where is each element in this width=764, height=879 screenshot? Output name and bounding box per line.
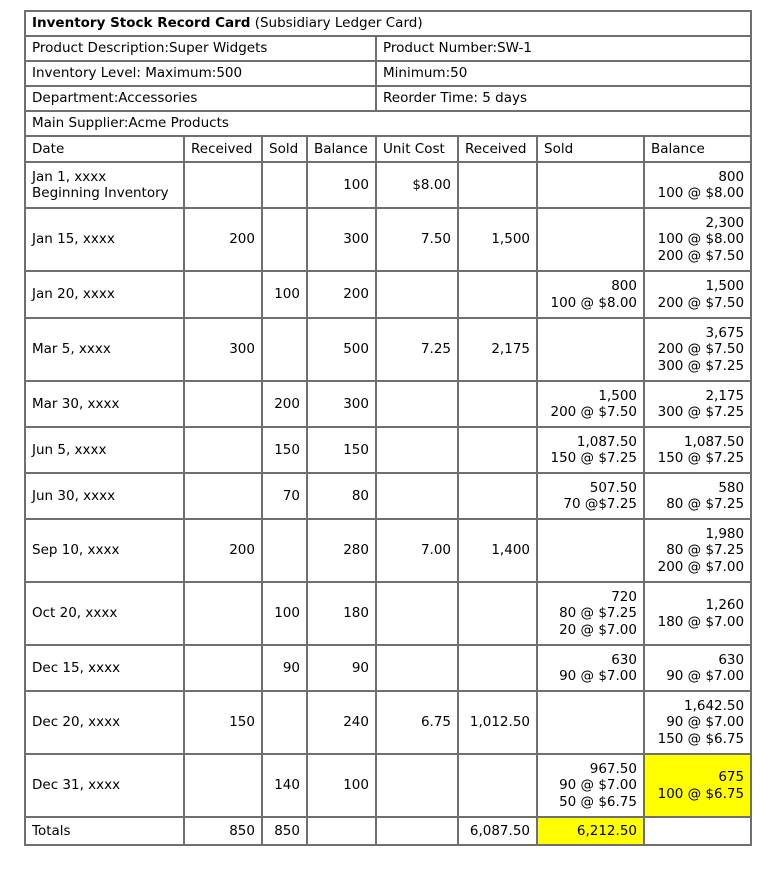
card-subtitle: (Subsidiary Ledger Card) bbox=[254, 15, 423, 32]
balance-cost-cell bbox=[644, 427, 751, 473]
sold-cost-cell bbox=[537, 271, 644, 318]
balance-cost-cell bbox=[644, 162, 751, 208]
totals-row bbox=[25, 817, 751, 845]
column-header-balance-qty: Balance bbox=[307, 136, 376, 162]
balance-cost-cell bbox=[644, 582, 751, 645]
sold-qty-cell bbox=[262, 162, 307, 208]
sold-cost-cell-line: 90 @ $7.00 bbox=[559, 777, 637, 794]
sold-cost-cell bbox=[537, 427, 644, 473]
balance-cost-cell-line: 630 bbox=[718, 651, 745, 668]
balance-cost-cell-line: 200 @ $7.50 bbox=[657, 247, 745, 264]
sold-qty-cell: 200 bbox=[262, 381, 307, 427]
sold-cost-cell bbox=[537, 473, 644, 519]
unit-cost-cell bbox=[376, 381, 458, 427]
sold-cost-cell-line: 720 bbox=[611, 588, 637, 605]
balance-cost-cell bbox=[644, 208, 751, 271]
received-cost-cell bbox=[458, 381, 537, 427]
balance-qty-cell: 100 bbox=[307, 754, 376, 817]
balance-cost-cell-line: 675 bbox=[718, 769, 745, 785]
balance-cost-cell-line: 80 @ $7.25 bbox=[666, 496, 745, 512]
sold-cost-cell bbox=[537, 162, 644, 208]
balance-cost-cell-line: 1,260 bbox=[705, 597, 745, 613]
date-cell bbox=[25, 691, 184, 754]
balance-cost-cell-line: 200 @ $7.00 bbox=[657, 558, 745, 575]
sold-cost-cell bbox=[537, 519, 644, 582]
sold-qty-cell bbox=[262, 691, 307, 754]
totals-received-cost: 6,087.50 bbox=[458, 817, 537, 845]
inventory-stock-record-card bbox=[24, 10, 750, 846]
unit-cost-cell bbox=[376, 582, 458, 645]
sold-cost-cell-line: 20 @ $7.00 bbox=[559, 621, 637, 638]
sold-cost-cell-line: 90 @ $7.00 bbox=[559, 668, 637, 684]
table-row bbox=[25, 271, 751, 318]
balance-cost-cell-line: 90 @ $7.00 bbox=[666, 714, 745, 731]
sold-cost-cell-line: 50 @ $6.75 bbox=[559, 793, 637, 810]
column-header-row bbox=[25, 136, 751, 162]
date-cell-line: Dec 31, xxxx bbox=[32, 777, 121, 794]
balance-qty-cell: 150 bbox=[307, 427, 376, 473]
received-qty-cell bbox=[184, 381, 262, 427]
unit-cost-cell: $8.00 bbox=[376, 162, 458, 208]
received-qty-cell: 200 bbox=[184, 519, 262, 582]
sold-cost-cell-line: 800 bbox=[611, 278, 637, 294]
date-cell-line: Beginning Inventory bbox=[32, 185, 169, 201]
balance-cost-cell-line: 1,642.50 bbox=[683, 697, 745, 714]
balance-cost-cell bbox=[644, 381, 751, 427]
product-number: Product Number:SW-1 bbox=[376, 36, 751, 61]
sold-cost-cell-line: 70 @$7.25 bbox=[563, 496, 637, 512]
balance-cost-cell-line: 100 @ $8.00 bbox=[657, 231, 745, 248]
inventory-level: Inventory Level: Maximum:500 bbox=[25, 61, 376, 86]
product-description: Product Description:Super Widgets bbox=[25, 36, 376, 61]
sold-cost-cell-line: 150 @ $7.25 bbox=[550, 450, 637, 466]
balance-cost-cell-line: 300 @ $7.25 bbox=[657, 357, 745, 374]
date-cell bbox=[25, 645, 184, 691]
received-cost-cell bbox=[458, 645, 537, 691]
column-header-sold-cost: Sold bbox=[537, 136, 644, 162]
balance-cost-cell-line: 300 @ $7.25 bbox=[657, 404, 745, 420]
sold-qty-cell: 100 bbox=[262, 271, 307, 318]
received-cost-cell: 2,175 bbox=[458, 318, 537, 381]
balance-cost-cell-line: 2,175 bbox=[705, 387, 745, 404]
unit-cost-cell bbox=[376, 645, 458, 691]
received-qty-cell bbox=[184, 473, 262, 519]
sold-cost-cell-line: 967.50 bbox=[589, 760, 637, 777]
received-qty-cell bbox=[184, 645, 262, 691]
received-cost-cell: 1,500 bbox=[458, 208, 537, 271]
received-cost-cell: 1,400 bbox=[458, 519, 537, 582]
column-header-received-qty: Received bbox=[184, 136, 262, 162]
date-cell-line: Mar 30, xxxx bbox=[32, 395, 120, 412]
unit-cost-cell bbox=[376, 427, 458, 473]
department: Department:Accessories bbox=[25, 86, 376, 111]
received-qty-cell bbox=[184, 162, 262, 208]
balance-cost-cell-line: 90 @ $7.00 bbox=[666, 668, 745, 684]
date-cell bbox=[25, 271, 184, 318]
sold-cost-cell bbox=[537, 582, 644, 645]
table-row bbox=[25, 645, 751, 691]
balance-cost-cell bbox=[644, 318, 751, 381]
balance-qty-cell: 90 bbox=[307, 645, 376, 691]
date-cell bbox=[25, 208, 184, 271]
received-cost-cell bbox=[458, 473, 537, 519]
balance-cost-cell-line: 100 @ $6.75 bbox=[657, 785, 745, 802]
sold-qty-cell bbox=[262, 208, 307, 271]
sold-cost-cell bbox=[537, 754, 644, 817]
totals-received-qty: 850 bbox=[184, 817, 262, 845]
card-title: Inventory Stock Record Card bbox=[32, 15, 251, 32]
table-row bbox=[25, 691, 751, 754]
sold-qty-cell bbox=[262, 318, 307, 381]
balance-qty-cell: 500 bbox=[307, 318, 376, 381]
balance-qty-cell: 280 bbox=[307, 519, 376, 582]
received-cost-cell bbox=[458, 754, 537, 817]
balance-cost-cell-line: 1,087.50 bbox=[683, 433, 745, 450]
unit-cost-cell: 7.00 bbox=[376, 519, 458, 582]
table-row bbox=[25, 754, 751, 817]
date-cell-line: Jun 5, xxxx bbox=[32, 441, 107, 458]
received-qty-cell bbox=[184, 271, 262, 318]
sold-qty-cell: 90 bbox=[262, 645, 307, 691]
balance-cost-cell-line: 3,675 bbox=[705, 324, 745, 341]
balance-cost-cell-line: 80 @ $7.25 bbox=[666, 542, 745, 559]
received-cost-cell: 1,012.50 bbox=[458, 691, 537, 754]
date-cell bbox=[25, 427, 184, 473]
table-row bbox=[25, 519, 751, 582]
minimum-level: Minimum:50 bbox=[376, 61, 751, 86]
balance-qty-cell: 200 bbox=[307, 271, 376, 318]
column-header-received-cost: Received bbox=[458, 136, 537, 162]
unit-cost-cell bbox=[376, 473, 458, 519]
balance-cost-cell-line: 1,500 bbox=[705, 278, 745, 294]
totals-label: Totals bbox=[25, 817, 184, 845]
unit-cost-cell bbox=[376, 754, 458, 817]
sold-cost-cell-line: 1,087.50 bbox=[576, 433, 637, 450]
balance-cost-cell bbox=[644, 271, 751, 318]
sold-cost-cell bbox=[537, 381, 644, 427]
sold-cost-cell-line: 507.50 bbox=[589, 479, 637, 496]
balance-cost-cell-line: 800 bbox=[718, 168, 745, 185]
table-row bbox=[25, 162, 751, 208]
date-cell-line: Oct 20, xxxx bbox=[32, 605, 118, 622]
balance-cost-cell bbox=[644, 645, 751, 691]
date-cell bbox=[25, 754, 184, 817]
balance-cost-cell bbox=[644, 473, 751, 519]
table-row bbox=[25, 582, 751, 645]
totals-balance-cost bbox=[644, 817, 751, 845]
balance-cost-cell-line: 200 @ $7.50 bbox=[657, 294, 745, 311]
date-cell bbox=[25, 162, 184, 208]
sold-cost-cell bbox=[537, 208, 644, 271]
totals-sold-cost: 6,212.50 bbox=[537, 817, 644, 845]
received-qty-cell bbox=[184, 582, 262, 645]
stock-record-table bbox=[24, 10, 752, 846]
balance-cost-cell-line: 2,300 bbox=[705, 214, 745, 231]
sold-cost-cell-line: 200 @ $7.50 bbox=[550, 404, 637, 420]
table-row bbox=[25, 427, 751, 473]
sold-cost-cell bbox=[537, 645, 644, 691]
balance-qty-cell: 300 bbox=[307, 208, 376, 271]
balance-cost-cell bbox=[644, 691, 751, 754]
received-qty-cell: 150 bbox=[184, 691, 262, 754]
column-header-sold-qty: Sold bbox=[262, 136, 307, 162]
balance-cost-cell bbox=[644, 519, 751, 582]
received-qty-cell bbox=[184, 754, 262, 817]
table-row bbox=[25, 381, 751, 427]
date-cell bbox=[25, 318, 184, 381]
received-cost-cell bbox=[458, 427, 537, 473]
unit-cost-cell: 7.50 bbox=[376, 208, 458, 271]
date-cell-line: Jan 20, xxxx bbox=[32, 286, 115, 303]
date-cell bbox=[25, 519, 184, 582]
sold-cost-cell bbox=[537, 318, 644, 381]
unit-cost-cell: 7.25 bbox=[376, 318, 458, 381]
sold-cost-cell-line: 1,500 bbox=[598, 387, 637, 404]
date-cell bbox=[25, 473, 184, 519]
received-cost-cell bbox=[458, 582, 537, 645]
balance-cost-cell-line: 150 @ $6.75 bbox=[657, 730, 745, 747]
totals-balance-qty bbox=[307, 817, 376, 845]
balance-qty-cell: 180 bbox=[307, 582, 376, 645]
balance-cost-cell bbox=[644, 754, 751, 817]
column-header-balance-cost: Balance bbox=[644, 136, 751, 162]
reorder-time: Reorder Time: 5 days bbox=[376, 86, 751, 111]
balance-cost-cell-line: 150 @ $7.25 bbox=[657, 450, 745, 466]
balance-cost-cell-line: 580 bbox=[718, 479, 745, 496]
table-row bbox=[25, 318, 751, 381]
balance-qty-cell: 100 bbox=[307, 162, 376, 208]
balance-qty-cell: 240 bbox=[307, 691, 376, 754]
card-title-cell bbox=[25, 11, 751, 36]
sold-qty-cell: 140 bbox=[262, 754, 307, 817]
balance-cost-cell-line: 180 @ $7.00 bbox=[657, 613, 745, 630]
sold-cost-cell-line: 630 bbox=[611, 651, 637, 668]
balance-cost-cell-line: 1,980 bbox=[705, 525, 745, 542]
balance-qty-cell: 80 bbox=[307, 473, 376, 519]
sold-qty-cell bbox=[262, 519, 307, 582]
unit-cost-cell: 6.75 bbox=[376, 691, 458, 754]
date-cell-line: Dec 20, xxxx bbox=[32, 714, 121, 731]
totals-sold-qty: 850 bbox=[262, 817, 307, 845]
received-cost-cell bbox=[458, 271, 537, 318]
column-header-date: Date bbox=[25, 136, 184, 162]
balance-cost-cell-line: 100 @ $8.00 bbox=[657, 185, 745, 201]
received-qty-cell bbox=[184, 427, 262, 473]
date-cell-line: Jun 30, xxxx bbox=[32, 487, 116, 504]
received-cost-cell bbox=[458, 162, 537, 208]
date-cell-line: Jan 15, xxxx bbox=[32, 231, 115, 248]
totals-unit-cost bbox=[376, 817, 458, 845]
unit-cost-cell bbox=[376, 271, 458, 318]
column-header-unit-cost: Unit Cost bbox=[376, 136, 458, 162]
table-row bbox=[25, 473, 751, 519]
sold-qty-cell: 150 bbox=[262, 427, 307, 473]
date-cell-line: Mar 5, xxxx bbox=[32, 341, 111, 358]
table-row bbox=[25, 208, 751, 271]
sold-qty-cell: 70 bbox=[262, 473, 307, 519]
received-qty-cell: 200 bbox=[184, 208, 262, 271]
balance-cost-cell-line: 200 @ $7.50 bbox=[657, 341, 745, 358]
main-supplier: Main Supplier:Acme Products bbox=[25, 111, 751, 136]
sold-cost-cell bbox=[537, 691, 644, 754]
sold-cost-cell-line: 80 @ $7.25 bbox=[559, 605, 637, 622]
date-cell bbox=[25, 582, 184, 645]
received-qty-cell: 300 bbox=[184, 318, 262, 381]
date-cell-line: Jan 1, xxxx bbox=[32, 168, 107, 185]
date-cell-line: Sep 10, xxxx bbox=[32, 542, 120, 559]
date-cell-line: Dec 15, xxxx bbox=[32, 659, 121, 676]
sold-cost-cell-line: 100 @ $8.00 bbox=[550, 294, 637, 311]
date-cell bbox=[25, 381, 184, 427]
balance-qty-cell: 300 bbox=[307, 381, 376, 427]
sold-qty-cell: 100 bbox=[262, 582, 307, 645]
